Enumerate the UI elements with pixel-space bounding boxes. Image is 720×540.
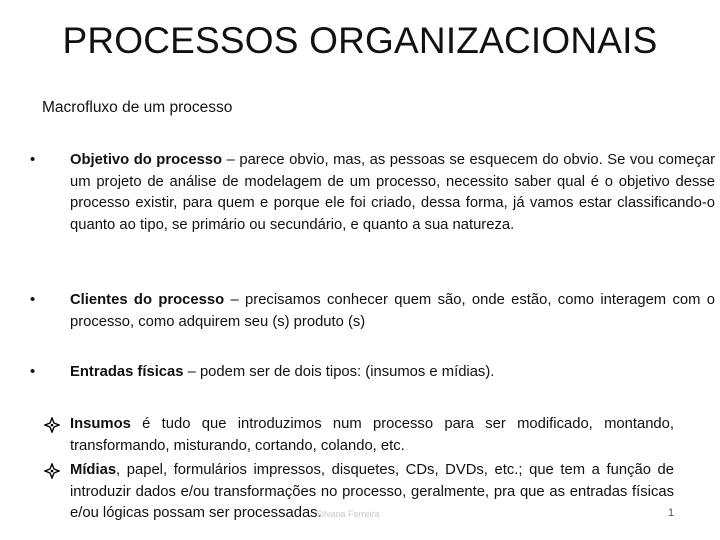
- diamond-bullet-icon: [44, 463, 60, 479]
- bullet-term: Objetivo do processo: [70, 152, 223, 168]
- bullet-item-clientes: [30, 290, 715, 333]
- bullet-text: – parece obvio, mas, as pessoas se esquecem do obvio. Se vou começar um projeto de análise de modelagem de um processo, necessito saber qual é o objetivo desse processo existir, para quem e porque ele foi criado, dessa forma, já vamos estar classificando-o quanto ao tipo, se primário ou secundário, e quanto a sua natureza.: [70, 152, 715, 233]
- diamond-list: [44, 414, 674, 525]
- diamond-term: Mídias: [70, 462, 117, 478]
- page-number: 1: [668, 507, 675, 519]
- slide-title: PROCESSOS ORGANIZACIONAIS: [62, 20, 658, 61]
- diamond-text: é tudo que introduzimos num processo para ser modificado, montando, transformando, misturando, cortando, colando, etc.: [70, 416, 674, 454]
- diamond-text: , papel, formulários impressos, disquetes, CDs, DVDs, etc.; que tem a função de introduzir dados e/ou transformações no processo, geralmente, pra que as entradas físicas e/ou lógicas possam ser processadas.: [70, 462, 674, 521]
- bullet-dot-icon: •: [30, 152, 36, 168]
- footer-watermark: Silvana Ferreira: [316, 509, 380, 519]
- bullet-text: – podem ser de dois tipos: (insumos e mídias).: [183, 364, 495, 380]
- slide-subtitle: Macrofluxo de um processo: [42, 99, 233, 116]
- diamond-term: Insumos: [70, 416, 131, 432]
- diamond-item-insumos: [44, 414, 674, 457]
- bullet-item-entradas: [30, 362, 715, 384]
- bullet-dot-icon: •: [30, 364, 36, 380]
- bullet-term: Entradas físicas: [70, 364, 184, 380]
- bullet-term: Clientes do processo: [70, 292, 225, 308]
- diamond-bullet-icon: [44, 417, 60, 433]
- bullet-text: – precisamos conhecer quem são, onde estão, como interagem com o processo, como adquirem seu (s) produto (s): [70, 292, 715, 330]
- bullet-dot-icon: •: [30, 292, 36, 308]
- bullet-item-objetivo: [30, 150, 715, 236]
